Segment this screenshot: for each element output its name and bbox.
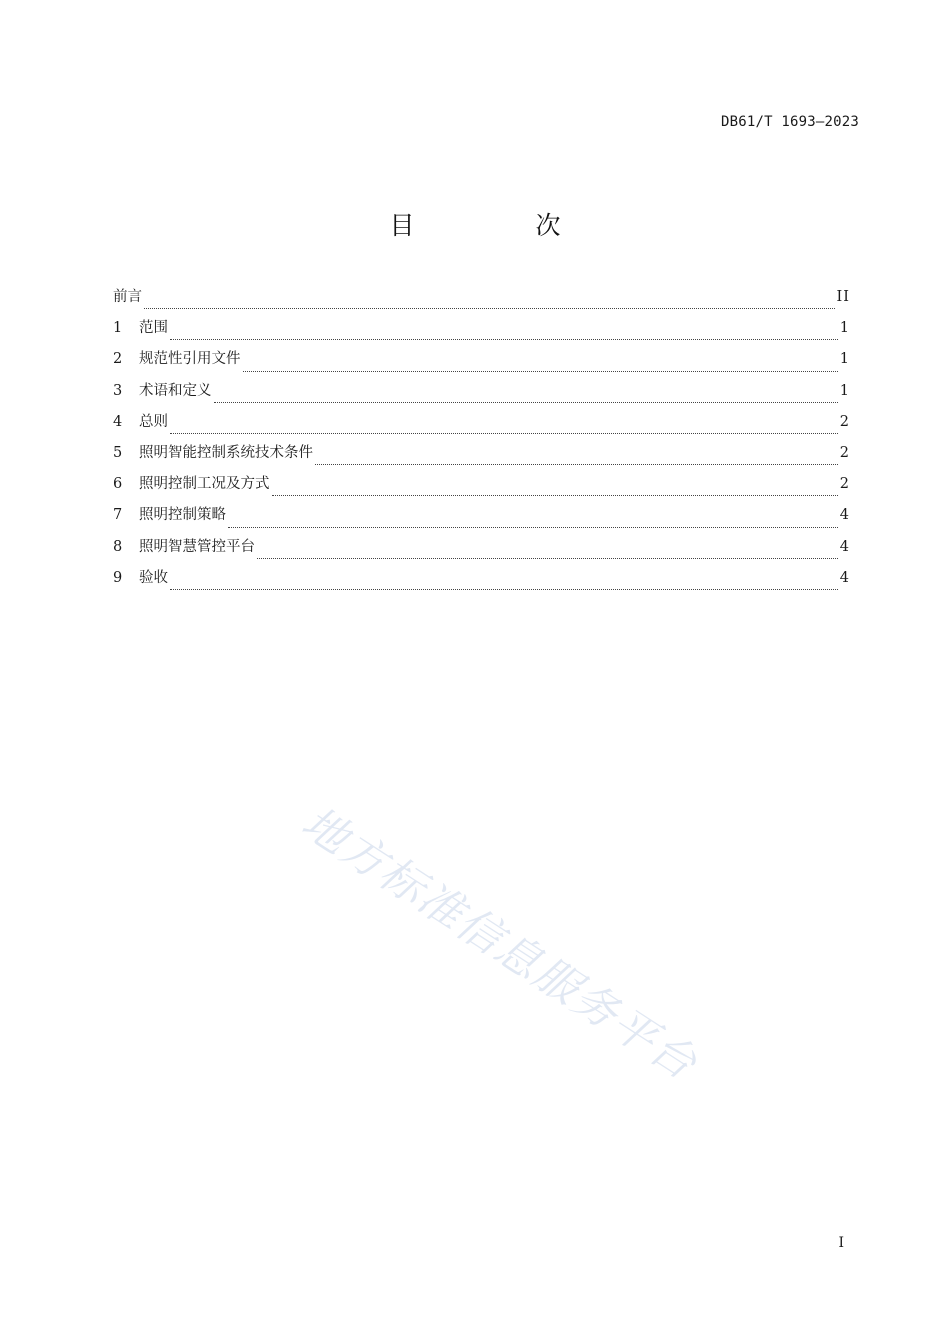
toc-entry-label: 前言 bbox=[113, 289, 142, 305]
toc-entry-system-technical-conditions[interactable] bbox=[113, 441, 850, 472]
toc-entry-acceptance[interactable] bbox=[113, 566, 850, 597]
toc-entry-page: 2 bbox=[839, 444, 850, 461]
page-number: I bbox=[838, 1235, 844, 1251]
toc-entry-label: 术语和定义 bbox=[139, 382, 212, 399]
toc-title: 目 次 bbox=[389, 211, 609, 240]
watermark: 地方标准信息服务平台 bbox=[292, 797, 707, 1091]
table-of-contents bbox=[113, 285, 850, 597]
toc-entry-control-strategy[interactable] bbox=[113, 503, 850, 534]
toc-leader-dots bbox=[170, 339, 838, 340]
toc-entry-number: 2 bbox=[113, 351, 123, 368]
toc-entry-page: II bbox=[836, 289, 850, 305]
toc-entry-page: 1 bbox=[839, 351, 850, 368]
toc-entry-normative-references[interactable] bbox=[113, 347, 850, 378]
toc-leader-dots bbox=[257, 558, 838, 559]
toc-entry-label: 照明智慧管控平台 bbox=[139, 538, 255, 555]
toc-entry-number: 8 bbox=[113, 538, 123, 555]
toc-entry-label: 照明控制工况及方式 bbox=[139, 476, 270, 493]
toc-entry-page: 1 bbox=[839, 382, 850, 399]
toc-entry-number: 7 bbox=[113, 507, 123, 524]
toc-leader-dots bbox=[214, 402, 838, 403]
toc-leader-dots bbox=[170, 589, 838, 590]
toc-entry-control-conditions-modes[interactable] bbox=[113, 472, 850, 503]
standard-code: DB61/T 1693—2023 bbox=[720, 114, 859, 130]
toc-entry-scope[interactable] bbox=[113, 316, 850, 347]
toc-entry-label: 范围 bbox=[139, 320, 168, 337]
toc-entry-general[interactable] bbox=[113, 410, 850, 441]
toc-entry-management-platform[interactable] bbox=[113, 535, 850, 566]
toc-entry-label: 验收 bbox=[139, 569, 168, 586]
toc-entry-label: 规范性引用文件 bbox=[139, 351, 241, 368]
toc-entry-foreword[interactable] bbox=[113, 285, 850, 316]
toc-entry-number: 3 bbox=[113, 382, 123, 399]
toc-entry-label: 总则 bbox=[139, 413, 168, 430]
toc-entry-page: 4 bbox=[839, 507, 850, 524]
toc-entry-number: 4 bbox=[113, 413, 123, 430]
toc-leader-dots bbox=[315, 464, 838, 465]
toc-entry-number: 5 bbox=[113, 444, 123, 461]
toc-entry-label: 照明智能控制系统技术条件 bbox=[139, 444, 313, 461]
toc-entry-label: 照明控制策略 bbox=[139, 507, 226, 524]
toc-entry-page: 2 bbox=[839, 476, 850, 493]
toc-entry-page: 2 bbox=[839, 413, 850, 430]
toc-leader-dots bbox=[144, 308, 835, 309]
toc-leader-dots bbox=[228, 527, 838, 528]
toc-entry-page: 1 bbox=[839, 320, 850, 337]
toc-entry-terms-definitions[interactable] bbox=[113, 379, 850, 410]
toc-entry-number: 9 bbox=[113, 569, 123, 586]
toc-entry-number: 6 bbox=[113, 476, 123, 493]
toc-leader-dots bbox=[243, 371, 838, 372]
toc-leader-dots bbox=[272, 495, 838, 496]
toc-entry-number: 1 bbox=[113, 320, 123, 337]
toc-entry-page: 4 bbox=[839, 538, 850, 555]
toc-leader-dots bbox=[170, 433, 838, 434]
toc-entry-page: 4 bbox=[839, 569, 850, 586]
